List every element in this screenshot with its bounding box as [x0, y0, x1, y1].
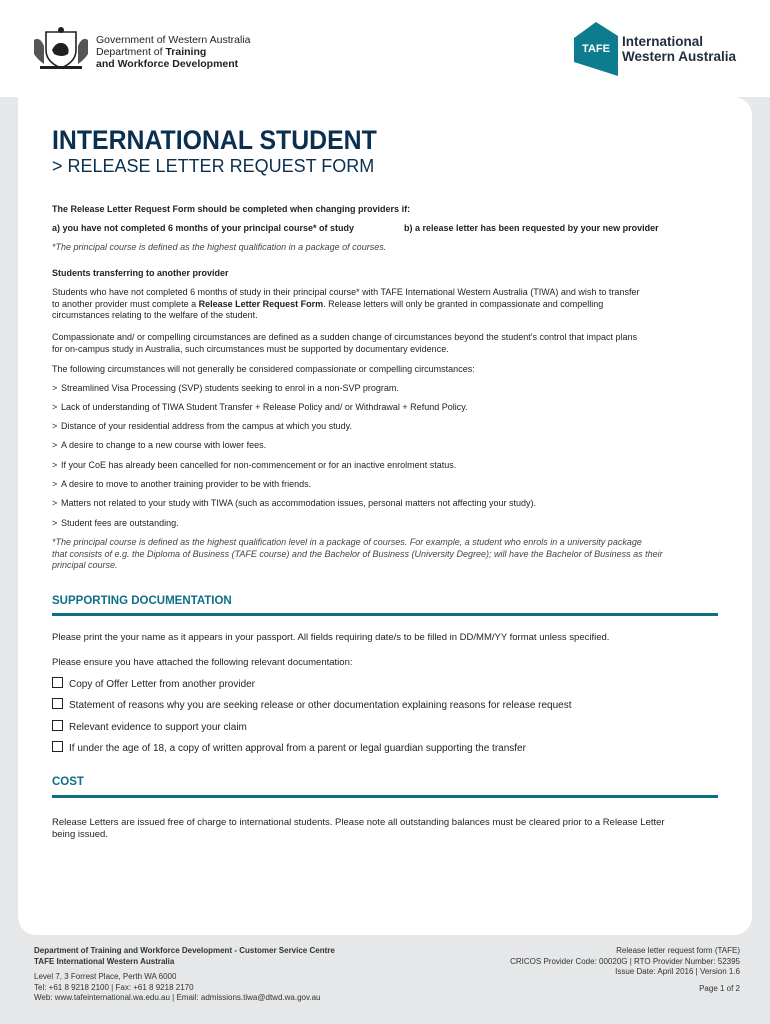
tafe-line-1: International — [622, 34, 704, 49]
footer-org: TAFE International Western Australia — [34, 956, 175, 966]
footnote-line-b: that consists of e.g. the Diploma of Business (TAFE course) and the Bachelor of Business (University Degree); will have the Bachelor of Business as their — [52, 548, 663, 559]
principal-course-note: *The principal course is defined as the highest qualification in a package of courses. — [52, 242, 387, 252]
list-item-text: Matters not related to your study with TIWA (such as accommodation issues, personal matters not affecting your study). — [61, 498, 537, 508]
list-item — [52, 440, 266, 451]
tafe-logo — [574, 22, 618, 76]
list-item — [52, 479, 311, 490]
list-item-text: If your CoE has already been cancelled for non-commencement or for an inactive enrolment status. — [61, 460, 457, 470]
wa-coat-of-arms-logo — [32, 26, 90, 70]
gov-line-2-bold: Training — [165, 46, 207, 58]
gov-line-2 — [96, 46, 250, 58]
footer-phone: Tel: +61 8 9218 2100 | Fax: +61 8 9218 2170 — [34, 982, 194, 992]
bullet-marker: > — [52, 518, 58, 528]
bullet-marker: > — [52, 421, 58, 431]
gov-line-2-prefix: Department of — [96, 46, 166, 58]
footer-web-email: Web: www.tafeinternational.wa.edu.au | Email: admissions.tiwa@dtwd.wa.gov.au — [34, 993, 321, 1002]
list-item — [52, 460, 456, 471]
transfer-p2-line-a: Compassionate and/ or compelling circumstances are defined as a sudden change of circumstances beyond the student's control that impact plans — [52, 332, 638, 342]
checklist-item[interactable] — [52, 720, 247, 734]
gov-line-3: and Workforce Development — [96, 58, 239, 70]
supporting-documentation-heading: SUPPORTING DOCUMENTATION — [52, 595, 232, 607]
footer-address: Level 7, 3 Forrest Place, Perth WA 6000 — [34, 972, 177, 981]
transfer-p1-line-a: Students who have not completed 6 months of study in their principal course* with TAFE International Western Australia (TIWA) and wish to transfer — [52, 287, 640, 297]
supporting-instructions: Please print the your name as it appears in your passport. All fields requiring date/s to be filled in DD/MM/YY format unless specified. — [52, 632, 610, 643]
checklist-item[interactable] — [52, 698, 572, 712]
footer-codes: CRICOS Provider Code: 00020G | RTO Provider Number: 52395 — [510, 956, 740, 966]
footnote-line-a: *The principal course is defined as the highest qualification level in a package of courses. For example, a student who enrols in a university package — [52, 537, 642, 547]
checklist-label: Statement of reasons why you are seeking release or other documentation explaining reasons for release request — [69, 700, 572, 711]
footer-dept: Department of Training and Workforce Development - Customer Service Centre — [34, 946, 335, 955]
bullet-marker: > — [52, 383, 58, 393]
checkbox[interactable] — [52, 677, 63, 688]
transfer-paragraph-3: The following circumstances will not generally be considered compassionate or compelling circumstances: — [52, 364, 475, 374]
checklist-item[interactable] — [52, 677, 255, 691]
list-item — [52, 402, 468, 413]
footer-form-info — [510, 946, 740, 994]
transfer-paragraph-2 — [52, 332, 637, 355]
cost-heading: COST — [52, 776, 84, 788]
list-item-text: A desire to change to a new course with lower fees. — [61, 440, 267, 450]
checklist-label: Relevant evidence to support your claim — [69, 722, 247, 733]
checkbox[interactable] — [52, 698, 63, 709]
bullet-marker: > — [52, 498, 58, 508]
tafe-badge-text: TAFE — [582, 43, 610, 55]
section-divider — [52, 613, 718, 616]
checkbox[interactable] — [52, 720, 63, 731]
gov-line-1: Government of Western Australia — [96, 34, 251, 46]
checkbox[interactable] — [52, 741, 63, 752]
government-wordmark — [96, 34, 250, 70]
page-number: Page 1 of 2 — [699, 983, 740, 993]
checklist-item[interactable] — [52, 741, 526, 755]
transfer-p1-bold: Release Letter Request Form — [198, 298, 324, 309]
footer-issue: Issue Date: April 2016 | Version 1.6 — [615, 967, 740, 976]
transfer-heading: Students transferring to another provider — [52, 268, 229, 278]
list-item-text: Lack of understanding of TIWA Student Transfer + Release Policy and/ or Withdrawal + Refund Policy. — [61, 402, 468, 412]
list-item — [52, 421, 352, 432]
checklist-label: Copy of Offer Letter from another provider — [69, 679, 256, 690]
list-item — [52, 518, 179, 529]
intro-lead: The Release Letter Request Form should be completed when changing providers if: — [52, 204, 411, 214]
list-item-text: Student fees are outstanding. — [61, 518, 179, 528]
footnote-line-c: principal course. — [52, 560, 118, 570]
principal-course-footnote — [52, 537, 663, 572]
cost-line-b: being issued. — [52, 828, 108, 840]
list-item — [52, 383, 399, 394]
footer-contact — [34, 946, 454, 1004]
section-divider — [52, 795, 718, 798]
tafe-line-2: Western Australia — [622, 49, 737, 64]
list-item-text: A desire to move to another training provider to be with friends. — [61, 479, 312, 489]
list-item-text: Distance of your residential address from the campus at which you study. — [61, 421, 352, 431]
transfer-p1-suffix: . Release letters will only be granted in compassionate and compelling — [323, 298, 604, 309]
page-header — [0, 0, 770, 97]
transfer-p1-prefix: to another provider must complete a — [52, 298, 199, 309]
cost-line-a: Release Letters are issued free of charge to international students. Please note all outstanding balances must be cleared prior to a Release Letter — [52, 817, 665, 828]
bullet-marker: > — [52, 440, 58, 450]
footer-form-name: Release letter request form (TAFE) — [616, 946, 740, 955]
bullet-marker: > — [52, 402, 58, 412]
condition-b: b) a release letter has been requested by your new provider — [404, 223, 659, 233]
checklist-label: If under the age of 18, a copy of written approval from a parent or legal guardian supporting the transfer — [69, 743, 526, 754]
transfer-p2-line-b: for on-campus study in Australia, such circumstances must be supported by documentary evidence. — [52, 343, 449, 354]
list-item — [52, 498, 536, 509]
bullet-marker: > — [52, 479, 58, 489]
transfer-p1-line-b — [52, 299, 639, 311]
condition-a: a) you have not completed 6 months of your principal course* of study — [52, 223, 355, 233]
transfer-p1-line-c: circumstances relating to the welfare of the student. — [52, 310, 258, 320]
page-subtitle: > RELEASE LETTER REQUEST FORM — [52, 156, 375, 176]
bullet-marker: > — [52, 460, 58, 470]
transfer-paragraph-1 — [52, 287, 639, 322]
supporting-attach-prompt: Please ensure you have attached the following relevant documentation: — [52, 657, 353, 668]
page-title: INTERNATIONAL STUDENT — [52, 125, 377, 155]
cost-paragraph — [52, 817, 665, 840]
list-item-text: Streamlined Visa Processing (SVP) students seeking to enrol in a non-SVP program. — [61, 383, 399, 393]
tafe-wordmark — [622, 34, 736, 64]
